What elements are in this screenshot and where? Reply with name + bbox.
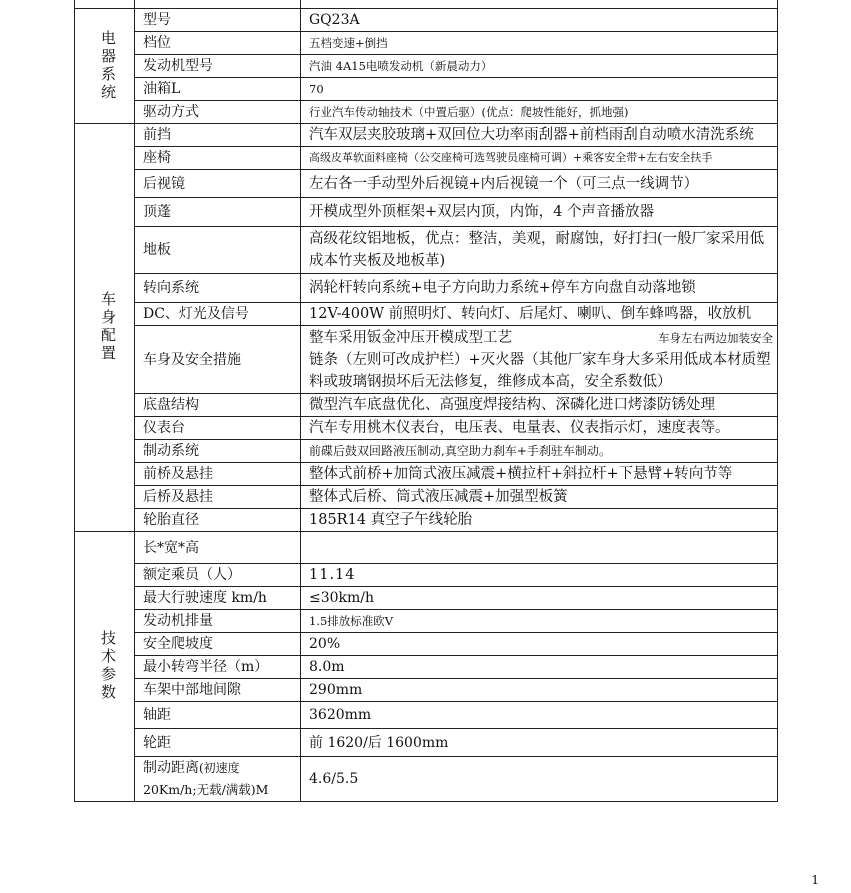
row-value bbox=[301, 532, 778, 564]
table-row bbox=[75, 124, 778, 147]
row-value: 开模成型外顶框架+双层内顶，内饰，4 个声音播放器 bbox=[301, 198, 778, 227]
row-label: 顶蓬 bbox=[135, 198, 301, 227]
section-electrical bbox=[75, 9, 135, 124]
row-value: 前 1620/后 1600mm bbox=[301, 729, 778, 757]
page-number: 1 bbox=[811, 873, 819, 887]
row-label: 档位 bbox=[135, 32, 301, 55]
table-row bbox=[75, 274, 778, 303]
row-label: 仪表台 bbox=[135, 417, 301, 440]
table-row bbox=[75, 303, 778, 326]
row-value: 行业汽车传动轴技术（中置后驱）(优点：爬坡性能好，抓地强) bbox=[301, 101, 778, 124]
table-row bbox=[75, 656, 778, 679]
row-value: 整体式后桥、筒式液压减震+加强型板簧 bbox=[301, 486, 778, 509]
table-row bbox=[75, 757, 778, 802]
table-row bbox=[75, 227, 778, 274]
table-top-strip bbox=[75, 0, 778, 9]
row-value: 185R14 真空子午线轮胎 bbox=[301, 509, 778, 532]
row-label: 轮胎直径 bbox=[135, 509, 301, 532]
row-label: 最小转弯半径（m） bbox=[135, 656, 301, 679]
row-value: 汽车专用桃木仪表台，电压表、电量表、仪表指示灯，速度表等。 bbox=[301, 417, 778, 440]
table-row bbox=[75, 78, 778, 101]
row-label: 转向系统 bbox=[135, 274, 301, 303]
row-label: 车架中部地间隙 bbox=[135, 679, 301, 702]
table-row bbox=[75, 633, 778, 656]
row-value: 70 bbox=[301, 78, 778, 101]
row-value: 高级皮革软面料座椅（公交座椅可选驾驶员座椅可调）+乘客安全带+左右安全扶手 bbox=[301, 147, 778, 170]
row-label: 前挡 bbox=[135, 124, 301, 147]
table-row bbox=[75, 486, 778, 509]
row-value: GQ23A bbox=[301, 9, 778, 32]
table-row bbox=[75, 532, 778, 564]
section-label: 技术参数 bbox=[100, 629, 116, 701]
row-label: 发动机排量 bbox=[135, 610, 301, 633]
row-value: 前碟后鼓双回路液压制动,真空助力刹车+手刹驻车制动。 bbox=[301, 440, 778, 463]
table-row bbox=[75, 702, 778, 729]
row-label: 后视镜 bbox=[135, 170, 301, 198]
row-value-part: 链条（左则可改成护栏）+灭火器（其他厂家车身大多采用低成本材质塑料或玻璃钢损坏后无法修复，维修成本高，安全系数低） bbox=[309, 351, 771, 390]
row-value: 3620mm bbox=[301, 702, 778, 729]
table-row bbox=[75, 326, 778, 394]
row-label: 前桥及悬挂 bbox=[135, 463, 301, 486]
table-row bbox=[75, 170, 778, 198]
row-label-part: (初速度 bbox=[199, 761, 240, 775]
row-label: 后桥及悬挂 bbox=[135, 486, 301, 509]
spec-table bbox=[74, 0, 778, 802]
row-value: ≤30km/h bbox=[301, 587, 778, 610]
table-row bbox=[75, 394, 778, 417]
row-value: 微型汽车底盘优化、高强度焊接结构、深磷化进口烤漆防锈处理 bbox=[301, 394, 778, 417]
row-label: 长*宽*高 bbox=[135, 532, 301, 564]
section-label: 车身配置 bbox=[100, 290, 116, 362]
table-row bbox=[75, 610, 778, 633]
row-label: 型号 bbox=[135, 9, 301, 32]
row-label: 油箱L bbox=[135, 78, 301, 101]
row-label: 轮距 bbox=[135, 729, 301, 757]
row-value: 20% bbox=[301, 633, 778, 656]
table-row bbox=[75, 147, 778, 170]
table-row bbox=[75, 587, 778, 610]
row-value: 五档变速+倒挡 bbox=[301, 32, 778, 55]
row-label: 底盘结构 bbox=[135, 394, 301, 417]
row-label: 地板 bbox=[135, 227, 301, 274]
row-note: 车身左右两边加装安全 bbox=[658, 330, 773, 345]
table-row bbox=[75, 440, 778, 463]
row-value: 12V-400W 前照明灯、转向灯、后尾灯、喇叭、倒车蜂鸣器，收放机 bbox=[301, 303, 778, 326]
row-value: 高级花纹铝地板，优点：整洁，美观，耐腐蚀，好打扫(一般厂家采用低成本竹夹板及地板革) bbox=[301, 227, 778, 274]
row-value-part: 整车采用钣金冲压开模成型工艺 bbox=[309, 329, 512, 346]
row-value bbox=[301, 326, 778, 394]
table-row bbox=[75, 564, 778, 587]
table-row bbox=[75, 9, 778, 32]
table-row bbox=[75, 679, 778, 702]
row-value: 1.5排放标准欧V bbox=[301, 610, 778, 633]
table-row bbox=[75, 729, 778, 757]
row-label: DC、灯光及信号 bbox=[135, 303, 301, 326]
table-row bbox=[75, 417, 778, 440]
row-value: 290mm bbox=[301, 679, 778, 702]
row-label: 制动系统 bbox=[135, 440, 301, 463]
row-label: 额定乘员（人） bbox=[135, 564, 301, 587]
table-row bbox=[75, 198, 778, 227]
table-row bbox=[75, 101, 778, 124]
row-value: 11.14 bbox=[301, 564, 778, 587]
row-label-part: 20Km/h;无载/满载)M bbox=[143, 782, 269, 797]
row-label: 座椅 bbox=[135, 147, 301, 170]
table-row bbox=[75, 32, 778, 55]
table-row bbox=[75, 463, 778, 486]
table-row bbox=[75, 509, 778, 532]
row-value: 4.6/5.5 bbox=[301, 757, 778, 802]
row-label: 轴距 bbox=[135, 702, 301, 729]
row-label: 安全爬坡度 bbox=[135, 633, 301, 656]
section-tech bbox=[75, 532, 135, 802]
row-value: 8.0m bbox=[301, 656, 778, 679]
row-label: 车身及安全措施 bbox=[135, 326, 301, 394]
row-value: 左右各一手动型外后视镜+内后视镜一个（可三点一线调节） bbox=[301, 170, 778, 198]
row-label: 发动机型号 bbox=[135, 55, 301, 78]
section-label: 电器系统 bbox=[100, 28, 116, 101]
row-label: 驱动方式 bbox=[135, 101, 301, 124]
row-label: 最大行驶速度 km/h bbox=[135, 587, 301, 610]
table-row bbox=[75, 55, 778, 78]
row-value: 汽车双层夹胶玻璃+双回位大功率雨刮器+前档雨刮自动喷水清洗系统 bbox=[301, 124, 778, 147]
row-value: 涡轮杆转向系统+电子方向助力系统+停车方向盘自动落地锁 bbox=[301, 274, 778, 303]
section-body bbox=[75, 124, 135, 532]
row-label bbox=[135, 757, 301, 802]
row-value: 整体式前桥+加筒式液压减震+横拉杆+斜拉杆+下悬臂+转向节等 bbox=[301, 463, 778, 486]
row-value: 汽油 4A15电喷发动机（新晨动力） bbox=[301, 55, 778, 78]
row-label-part: 制动距离 bbox=[143, 760, 199, 776]
